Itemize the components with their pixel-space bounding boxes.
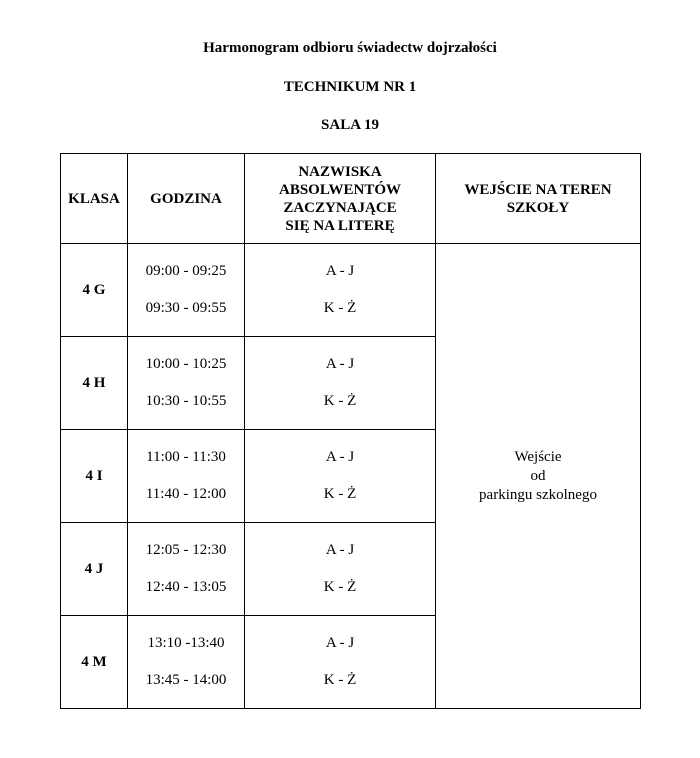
letter-range: K - Ż <box>323 300 357 316</box>
letters-cell <box>245 523 436 616</box>
time-cell <box>128 616 245 709</box>
time-slot: 10:30 - 10:55 <box>145 393 227 409</box>
header-wejscie: WEJŚCIE NA TEREN SZKOŁY <box>436 154 641 244</box>
school-name: TECHNIKUM NR 1 <box>283 79 417 95</box>
letter-range: K - Ż <box>323 672 357 688</box>
letter-range: A - J <box>325 263 355 279</box>
letter-range: K - Ż <box>323 486 357 502</box>
entrance-line: parkingu szkolnego <box>479 486 597 503</box>
header-nazwiska: NAZWISKA ABSOLWENTÓW ZACZYNAJĄCE SIĘ NA LITERĘ <box>245 154 436 244</box>
header-klasa: KLASA <box>61 154 128 244</box>
letter-range: A - J <box>325 356 355 372</box>
letter-range: A - J <box>325 635 355 651</box>
time-slot: 11:00 - 11:30 <box>146 449 226 465</box>
class-cell: 4 M <box>61 616 128 709</box>
time-slot: 10:00 - 10:25 <box>145 356 227 372</box>
class-cell: 4 H <box>61 337 128 430</box>
class-cell: 4 I <box>61 430 128 523</box>
time-slot: 12:05 - 12:30 <box>145 542 227 558</box>
room-label: SALA 19 <box>321 117 379 133</box>
letters-cell <box>245 244 436 337</box>
header-godzina: GODZINA <box>128 154 245 244</box>
letter-range: K - Ż <box>323 579 357 595</box>
entrance-line: Wejście <box>514 448 562 465</box>
letter-range: K - Ż <box>323 393 357 409</box>
time-slot: 09:30 - 09:55 <box>145 300 227 316</box>
time-cell <box>128 244 245 337</box>
document-title: Harmonogram odbioru świadectw dojrzałości <box>203 40 497 56</box>
table-row <box>61 244 641 337</box>
letter-range: A - J <box>325 542 355 558</box>
letters-cell <box>245 337 436 430</box>
letters-cell <box>245 430 436 523</box>
schedule-table <box>60 153 641 709</box>
entrance-cell <box>436 244 641 709</box>
time-slot: 12:40 - 13:05 <box>145 579 227 595</box>
time-slot: 09:00 - 09:25 <box>145 263 227 279</box>
header-row <box>61 154 641 244</box>
letter-range: A - J <box>325 449 355 465</box>
entrance-line: od <box>530 467 546 484</box>
time-cell <box>128 337 245 430</box>
letters-cell <box>245 616 436 709</box>
time-cell <box>128 523 245 616</box>
time-slot: 13:10 -13:40 <box>147 635 225 651</box>
time-cell <box>128 430 245 523</box>
class-cell: 4 G <box>61 244 128 337</box>
class-cell: 4 J <box>61 523 128 616</box>
time-slot: 13:45 - 14:00 <box>145 672 227 688</box>
time-slot: 11:40 - 12:00 <box>145 486 227 502</box>
